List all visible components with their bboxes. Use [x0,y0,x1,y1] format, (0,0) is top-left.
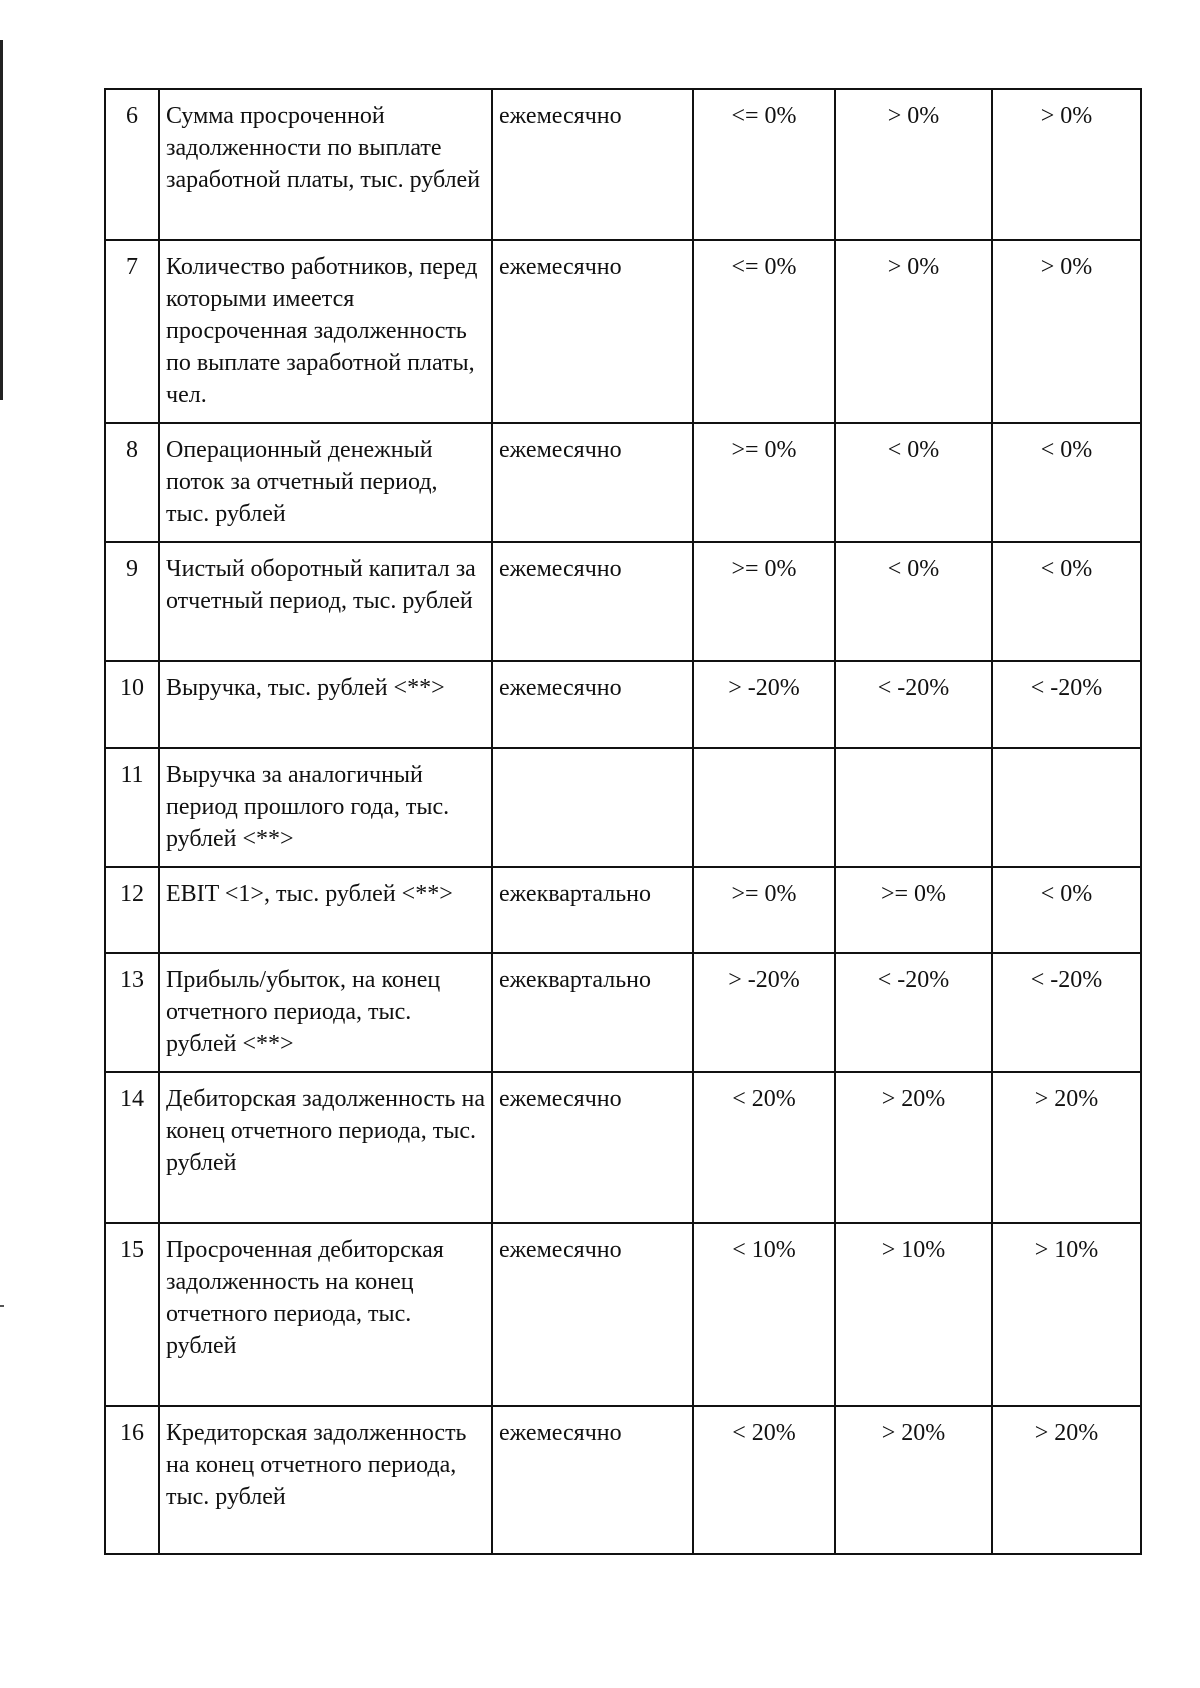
threshold-1: >= 0% [693,423,835,542]
report-frequency: ежемесячно [492,240,693,423]
row-number: 16 [105,1406,159,1554]
threshold-1: < 10% [693,1223,835,1406]
threshold-3: > 20% [992,1406,1141,1554]
table-row [105,748,1141,867]
threshold-2: < -20% [835,953,992,1072]
indicator-name: Чистый оборотный капитал за отчетный период, тыс. рублей [159,542,492,661]
table-row [105,661,1141,748]
threshold-1: <= 0% [693,89,835,240]
scan-margin-tick [0,1305,4,1307]
indicator-name: Сумма просроченной задолженности по выплате заработной платы, тыс. рублей [159,89,492,240]
threshold-1: >= 0% [693,542,835,661]
indicator-name: Количество работников, перед которыми имеется просроченная задолженность по выплате заработной платы, чел. [159,240,492,423]
threshold-2: > 0% [835,89,992,240]
threshold-2: < 0% [835,542,992,661]
report-frequency: ежемесячно [492,661,693,748]
report-frequency: ежемесячно [492,542,693,661]
table-row [105,953,1141,1072]
threshold-2: > 0% [835,240,992,423]
report-frequency: ежемесячно [492,1072,693,1223]
row-number: 6 [105,89,159,240]
report-frequency: ежемесячно [492,1223,693,1406]
row-number: 11 [105,748,159,867]
threshold-3: < 0% [992,423,1141,542]
report-frequency: ежеквартально [492,953,693,1072]
threshold-2: >= 0% [835,867,992,953]
threshold-3: < -20% [992,953,1141,1072]
table-row [105,89,1141,240]
indicator-name: Дебиторская задолженность на конец отчетного периода, тыс. рублей [159,1072,492,1223]
threshold-3: < 0% [992,542,1141,661]
report-frequency [492,748,693,867]
threshold-1: <= 0% [693,240,835,423]
indicator-name: Выручка, тыс. рублей <**> [159,661,492,748]
report-frequency: ежемесячно [492,423,693,542]
threshold-3: > 0% [992,89,1141,240]
threshold-1: >= 0% [693,867,835,953]
table-row [105,423,1141,542]
indicator-name: Просроченная дебиторская задолженность на конец отчетного периода, тыс. рублей [159,1223,492,1406]
indicator-name: Выручка за аналогичный период прошлого года, тыс. рублей <**> [159,748,492,867]
table-row [105,1406,1141,1554]
report-frequency: ежемесячно [492,1406,693,1554]
report-frequency: ежеквартально [492,867,693,953]
threshold-3 [992,748,1141,867]
indicators-table [104,88,1142,1555]
table-row [105,1072,1141,1223]
row-number: 7 [105,240,159,423]
row-number: 14 [105,1072,159,1223]
threshold-3: < 0% [992,867,1141,953]
row-number: 9 [105,542,159,661]
threshold-1: < 20% [693,1072,835,1223]
threshold-3: < -20% [992,661,1141,748]
threshold-3: > 10% [992,1223,1141,1406]
threshold-3: > 20% [992,1072,1141,1223]
table-row [105,1223,1141,1406]
threshold-1: < 20% [693,1406,835,1554]
threshold-2: < 0% [835,423,992,542]
threshold-2: > 20% [835,1072,992,1223]
threshold-2: > 10% [835,1223,992,1406]
row-number: 15 [105,1223,159,1406]
threshold-3: > 0% [992,240,1141,423]
indicator-name: Прибыль/убыток, на конец отчетного периода, тыс. рублей <**> [159,953,492,1072]
report-frequency: ежемесячно [492,89,693,240]
table-row [105,542,1141,661]
table-row [105,867,1141,953]
threshold-1 [693,748,835,867]
threshold-2 [835,748,992,867]
indicator-name: Операционный денежный поток за отчетный период, тыс. рублей [159,423,492,542]
threshold-2: < -20% [835,661,992,748]
threshold-2: > 20% [835,1406,992,1554]
threshold-1: > -20% [693,661,835,748]
row-number: 13 [105,953,159,1072]
row-number: 12 [105,867,159,953]
indicator-name: EBIT <1>, тыс. рублей <**> [159,867,492,953]
indicator-name: Кредиторская задолженность на конец отчетного периода, тыс. рублей [159,1406,492,1554]
scan-margin-mark [0,40,3,400]
row-number: 10 [105,661,159,748]
table-row [105,240,1141,423]
row-number: 8 [105,423,159,542]
threshold-1: > -20% [693,953,835,1072]
